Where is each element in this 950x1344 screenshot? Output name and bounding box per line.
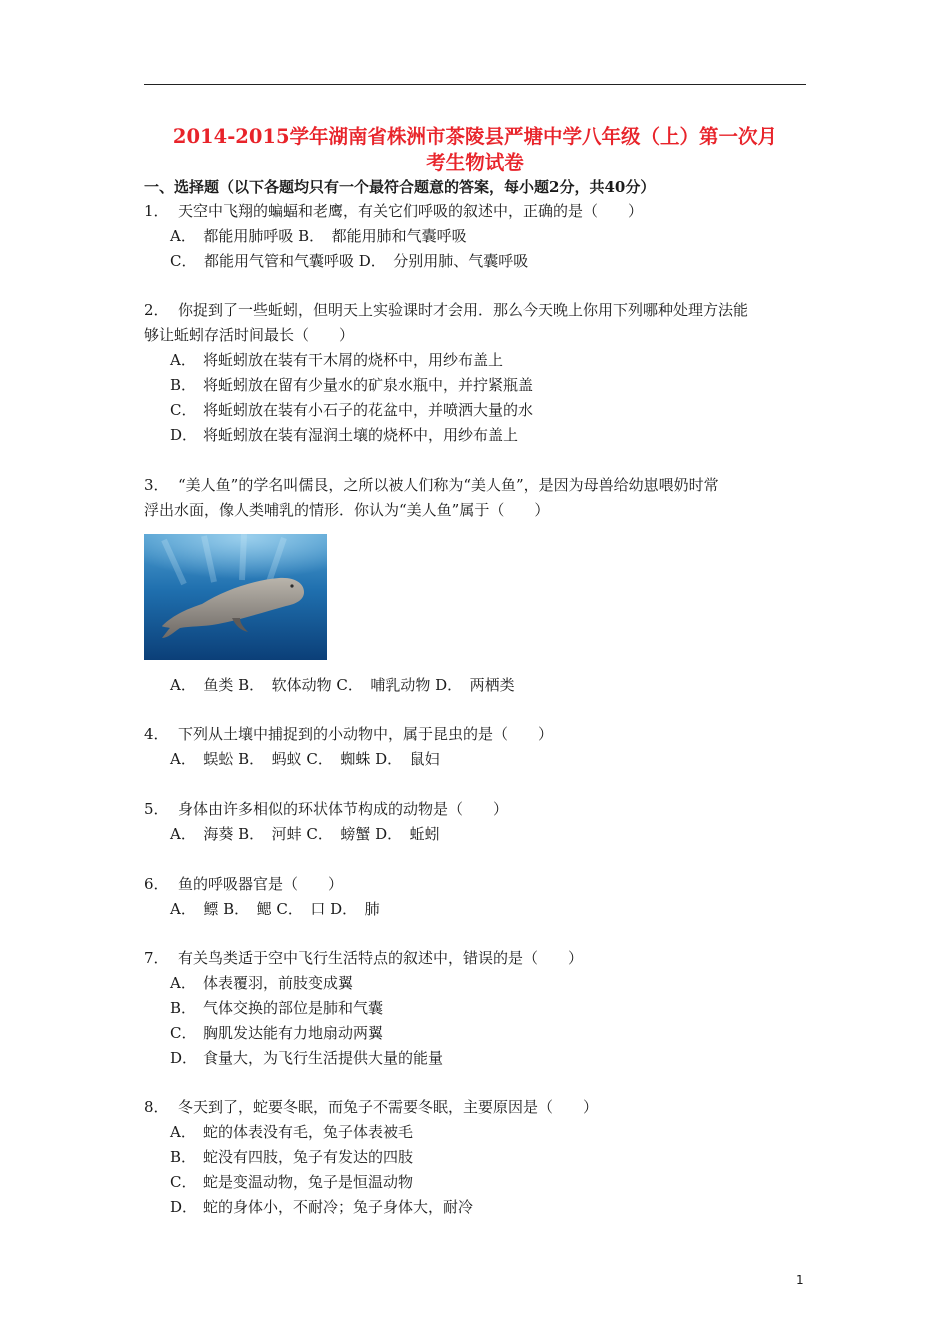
option-text: 将蚯蚓放在装有干木屑的烧杯中，用纱布盖上 — [203, 351, 504, 369]
option-d — [170, 424, 518, 446]
option-text: 蛇的体表没有毛，兔子体表被毛 — [203, 1123, 414, 1141]
question-number: 7． — [144, 949, 169, 967]
question-number: 8． — [144, 1098, 169, 1116]
option-label: A． — [170, 1123, 196, 1141]
option-a — [170, 972, 353, 994]
question-5 — [144, 798, 508, 820]
option-c — [170, 399, 533, 421]
option-text: 将蚯蚓放在装有小石子的花盆中，并喷洒大量的水 — [203, 401, 534, 419]
question-2-stem-continued: 够让蚯蚓存活时间最长（ ） — [144, 326, 355, 344]
option-label: A． — [170, 974, 196, 992]
exam-title-line-2: 考生物试卷 — [426, 151, 524, 174]
option-a — [170, 1121, 413, 1143]
question-3 — [144, 474, 719, 496]
header-rule — [144, 84, 806, 85]
option-b — [170, 374, 533, 396]
option-c — [170, 1022, 383, 1044]
question-1 — [144, 200, 643, 222]
option-b — [170, 1146, 413, 1168]
question-4 — [144, 723, 553, 745]
question-stem: 你捉到了一些蚯蚓，但明天上实验课时才会用．那么今天晚上你用下列哪种处理方法能 — [178, 301, 749, 319]
option-text: 蛇是变温动物，兔子是恒温动物 — [203, 1173, 414, 1191]
option-c — [170, 1171, 413, 1193]
option-b — [170, 997, 383, 1019]
option-text: 气体交换的部位是肺和气囊 — [203, 999, 384, 1017]
question-number: 3． — [144, 476, 169, 494]
option-a — [170, 349, 503, 371]
page-number: 1 — [796, 1273, 804, 1287]
question-stem: “美人鱼”的学名叫儒艮，之所以被人们称为“美人鱼”，是因为母兽给幼崽喂奶时常 — [178, 476, 719, 494]
question-number: 6． — [144, 875, 169, 893]
option-label: B． — [170, 1148, 197, 1166]
question-1-options-row-2: C． 都能用气管和气囊呼吸 D． 分别用肺、气囊呼吸 — [170, 252, 529, 270]
question-6-options: A． 鳔 B． 鳃 C． 口 D． 肺 — [170, 900, 380, 918]
option-label: B． — [170, 376, 197, 394]
option-text: 蛇的身体小，不耐冷；兔子身体大，耐冷 — [203, 1198, 474, 1216]
question-8 — [144, 1096, 598, 1118]
option-text: 胸肌发达能有力地扇动两翼 — [203, 1024, 384, 1042]
question-stem: 下列从土壤中捕捉到的小动物中，属于昆虫的是（ ） — [178, 725, 554, 743]
option-text: 将蚯蚓放在装有湿润土壤的烧杯中，用纱布盖上 — [203, 426, 519, 444]
option-text: 食量大，为飞行生活提供大量的能量 — [203, 1049, 444, 1067]
question-stem: 鱼的呼吸器官是（ ） — [178, 875, 344, 893]
question-7 — [144, 947, 583, 969]
question-4-options: A． 蜈蚣 B． 蚂蚁 C． 蜘蛛 D． 鼠妇 — [170, 750, 440, 768]
question-number: 5． — [144, 800, 169, 818]
exam-title-line-1: 2014-2015学年湖南省株洲市茶陵县严塘中学八年级（上）第一次月 — [172, 125, 778, 148]
question-stem: 天空中飞翔的蝙蝠和老鹰，有关它们呼吸的叙述中，正确的是（ ） — [178, 202, 644, 220]
question-1-options-row-1: A． 都能用肺呼吸 B． 都能用肺和气囊呼吸 — [170, 227, 467, 245]
option-label: B． — [170, 999, 197, 1017]
question-stem: 身体由许多相似的环状体节构成的动物是（ ） — [178, 800, 509, 818]
question-number: 2． — [144, 301, 169, 319]
question-6 — [144, 873, 343, 895]
question-5-options: A． 海葵 B． 河蚌 C． 螃蟹 D． 蚯蚓 — [170, 825, 440, 843]
option-text: 将蚯蚓放在留有少量水的矿泉水瓶中，并拧紧瓶盖 — [203, 376, 534, 394]
option-label: C． — [170, 1024, 197, 1042]
option-text: 蛇没有四肢，兔子有发达的四肢 — [203, 1148, 414, 1166]
question-number: 4． — [144, 725, 169, 743]
option-label: C． — [170, 401, 197, 419]
section-heading: 一、选择题（以下各题均只有一个最符合题意的答案，每小题2分，共40分） — [144, 178, 656, 196]
option-label: D． — [170, 426, 198, 444]
option-d — [170, 1047, 443, 1069]
question-stem: 冬天到了，蛇要冬眠，而兔子不需要冬眠，主要原因是（ ） — [178, 1098, 599, 1116]
option-label: D． — [170, 1198, 198, 1216]
option-label: A． — [170, 351, 196, 369]
option-label: D． — [170, 1049, 198, 1067]
question-number: 1． — [144, 202, 169, 220]
dugong-photo — [144, 534, 327, 660]
option-text: 体表覆羽，前肢变成翼 — [203, 974, 354, 992]
option-label: C． — [170, 1173, 197, 1191]
option-d — [170, 1196, 473, 1218]
question-3-stem-continued: 浮出水面，像人类哺乳的情形．你认为“美人鱼”属于（ ） — [144, 501, 550, 519]
question-2 — [144, 299, 748, 321]
question-3-options: A． 鱼类 B． 软体动物 C． 哺乳动物 D． 两栖类 — [170, 676, 515, 694]
question-stem: 有关鸟类适于空中飞行生活特点的叙述中，错误的是（ ） — [178, 949, 584, 967]
